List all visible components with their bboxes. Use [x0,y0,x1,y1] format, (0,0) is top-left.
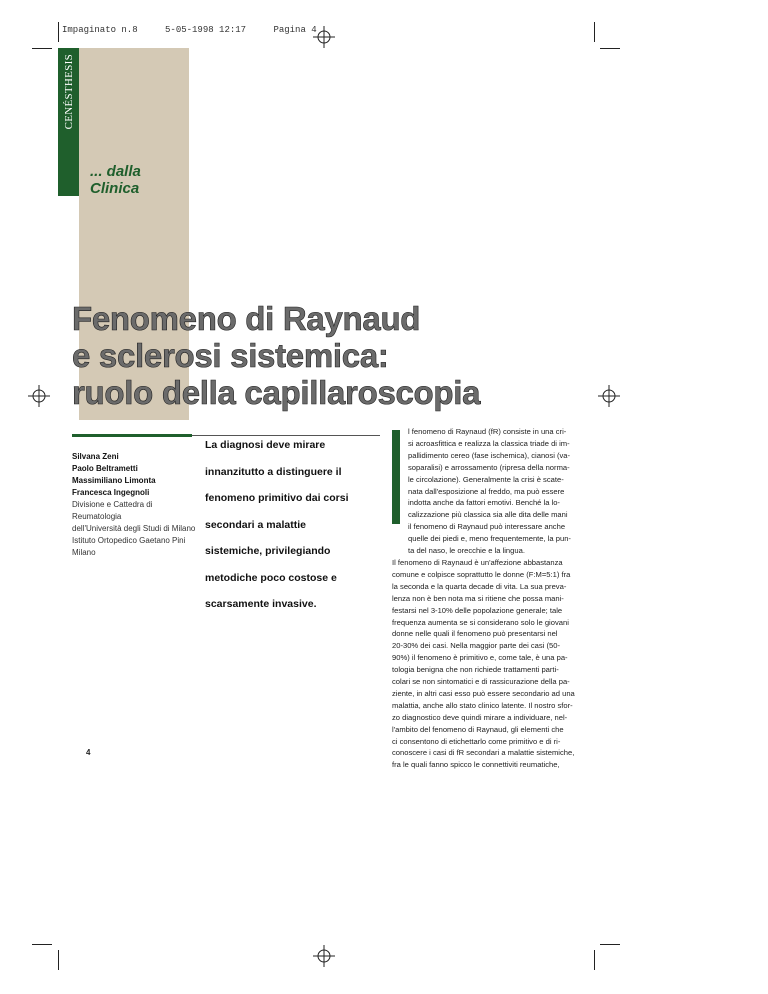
printer-slug [62,25,339,35]
author-name: Silvana Zeni [72,452,119,461]
article-title [72,300,632,411]
body-line: 90%) il fenomeno è primitivo e, come tale, è una pa- [392,653,568,663]
author-name: Francesca Ingegnoli [72,488,150,497]
sidebar-brand [58,48,79,196]
body-line: l'ambito del fenomeno di Raynaud, gli elementi che [392,724,564,734]
crop-mark [32,48,52,49]
crop-mark [58,22,59,42]
body-line: indotta anche da fattori emotivi. Benché la lo- [408,498,560,508]
section-line-1: ... dalla [90,163,141,180]
slug-page-label: Pagina 4 [273,25,317,35]
lede-abstract [205,432,373,618]
lede-line: metodiche poco costose e [205,571,337,584]
registration-mark-icon [313,945,335,967]
body-line: conoscere i casi di fR secondari a malattie sistemiche, [392,748,575,758]
body-line: colari se non sintomatici e di rassicurazione della pa- [392,677,570,687]
affiliation-line: dell'Università degli Studi di Milano [72,524,196,533]
body-line: comune e colpisce soprattutto le donne (F:M=5:1) fra [392,569,571,579]
crop-mark [58,950,59,970]
lede-line: sistemiche, privilegiando [205,545,331,557]
body-line: il fenomeno di Raynaud può interessare anche [408,522,566,532]
body-line: le circolazione). Generalmente la crisi è scate- [408,474,564,484]
section-heading [90,163,141,197]
body-line: malattia, anche allo stato clinico latente. Il nostro sfor- [392,700,573,710]
body-line: donne nelle quali il fenomeno può presentarsi nel [392,629,558,639]
lede-line: secondari a malattie [205,518,306,531]
crop-mark [600,944,620,945]
body-line: lenza non è ben nota ma si ritiene che possa mani- [392,593,564,603]
crop-mark [594,22,595,42]
registration-mark-icon [313,26,335,48]
title-line-2: e sclerosi sistemica: [72,337,389,374]
author-name: Paolo Beltrametti [72,464,138,473]
body-line: frequenza aumenta se si considerano solo le giovani [392,617,569,627]
body-line: ta del naso, le orecchie e la lingua. [408,546,525,556]
body-line: si acroasfittica e realizza la classica triade di im- [408,438,570,448]
title-line-1: Fenomeno di Raynaud [72,300,421,337]
affiliation-line: Divisione e Cattedra di Reumatologia [72,500,153,521]
crop-mark [600,48,620,49]
body-line: nata dall'esposizione al freddo, ma può essere [408,486,565,496]
body-line: l fenomeno di Raynaud (fR) consiste in una cri- [408,427,567,436]
title-line-3: ruolo della capillaroscopia [72,374,481,411]
body-line: tologia benigna che non richiede trattamenti parti- [392,665,559,675]
page-number: 4 [86,748,91,757]
body-line: Il fenomeno di Raynaud è un'affezione abbastanza [392,557,563,567]
body-line: ci consentono di etichettarlo come primitivo e di ri- [392,736,561,746]
body-line: festarsi nel 3-10% delle popolazione generale; tale [392,605,563,615]
body-column [392,426,614,771]
body-line: calizzazione più classica sia alle dita delle mani [408,510,568,520]
body-line: zo diagnostico deve quindi mirare a individuare, nel- [392,712,568,722]
slug-file: Impaginato n.8 [62,25,138,35]
body-line: pallidimento cereo (fase ischemica), cianosi (va- [408,450,571,460]
slug-date: 5-05-1998 12:17 [165,25,247,35]
author-block [72,451,197,559]
body-line: soparalisi) e arrossamento (ripresa della norma- [408,462,570,472]
sidebar-brand-text: CENÉSTHESIS [62,54,75,130]
section-line-2: Clinica [90,180,140,197]
author-name: Massimiliano Limonta [72,476,156,485]
crop-mark [32,944,52,945]
body-line: ziente, in altri casi esso può essere secondario ad una [392,688,575,698]
lede-line: fenomeno primitivo dai corsi [205,492,349,504]
body-line: la seconda e la quarta decade di vita. La sua preva- [392,581,567,591]
lede-line: scarsamente invasive. [205,598,317,610]
affiliation-line: Milano [72,548,96,557]
crop-mark [594,950,595,970]
green-rule [72,434,192,437]
lede-line: innanzitutto a distinguere il [205,465,342,478]
registration-mark-icon [28,385,50,407]
body-line: fra le quali fanno spicco le connettiviti reumatiche, [392,760,560,770]
body-line: 20-30% dei casi. Nella maggior parte dei casi (50- [392,641,560,651]
lede-line: La diagnosi deve mirare [205,439,326,451]
affiliation-line: Istituto Ortopedico Gaetano Pini [72,536,186,545]
body-line: quelle dei piedi e, meno frequentemente, la pun- [408,534,571,544]
